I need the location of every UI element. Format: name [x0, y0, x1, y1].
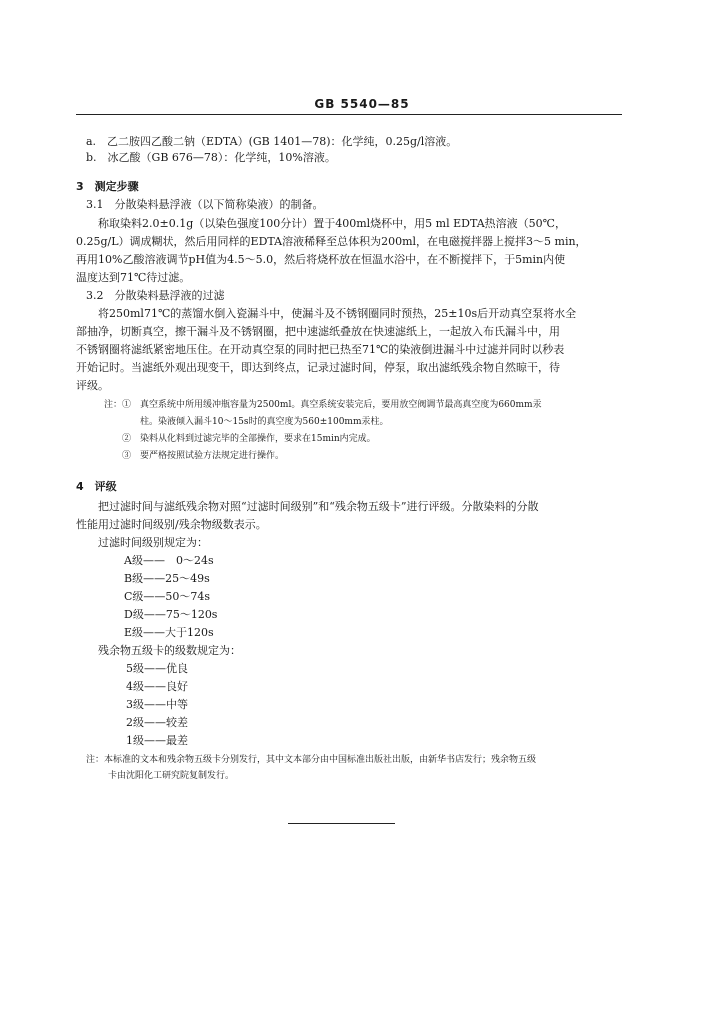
paragraph-line: 0.25g/L）调成糊状，然后用同样的EDTA溶液稀释至总体积为200ml，在电磁搅拌器上搅拌3～5 min，: [76, 235, 587, 248]
subsection-3-2-title: 3.2 分散染料悬浮液的过滤: [86, 289, 225, 302]
time-grade-heading: 过滤时间级别规定为：: [98, 536, 208, 549]
paragraph-line: 将250ml71℃的蒸馏水倒入瓷漏斗中，使漏斗及不锈钢圈同时预热，25±10s后开动真空泵将水全: [98, 307, 577, 320]
paragraph-line: 再用10%乙酸溶液调节pH值为4.5～5.0，然后将烧杯放在恒温水浴中，在不断搅拌下，于5min内使: [76, 253, 566, 266]
residue-grade-item: 3级——中等: [126, 698, 188, 711]
paragraph-line: 评级。: [76, 379, 109, 392]
reagent-b: b. 冰乙酸（GB 676—78）：化学纯，10%溶液。: [86, 151, 336, 164]
note-1-continued: 柱。染液倾入漏斗10～15s时的真空度为560±100mm汞柱。: [140, 417, 389, 427]
note-2: ② 染料从化料到过滤完毕的全部操作，要求在15min内完成。: [122, 434, 376, 444]
time-grade-item: D级——75～120s: [124, 608, 218, 621]
paragraph-line: 性能用过滤时间级别/残余物级数表示。: [76, 518, 267, 531]
residue-grade-item: 1级——最差: [126, 734, 188, 747]
footnote-continued: 卡由沈阳化工研究院复制发行。: [108, 771, 235, 781]
residue-grade-item: 4级——良好: [126, 680, 188, 693]
header-rule: [76, 114, 622, 115]
note-1: 注：① 真空系统中所用缓冲瓶容量为2500ml。真空系统安装完后，要用放空阀调节最高真空度为660mm汞: [104, 400, 542, 410]
residue-grade-item: 2级——较差: [126, 716, 188, 729]
subsection-3-1-title: 3.1 分散染料悬浮液（以下简称染液）的制备。: [86, 198, 324, 211]
end-rule: [288, 823, 395, 824]
time-grade-item: E级——大于120s: [124, 626, 214, 639]
paragraph-line: 把过滤时间与滤纸残余物对照“过滤时间级别”和“残余物五级卡”进行评级。分散染料的分散: [98, 500, 539, 513]
paragraph-line: 称取染料2.0±0.1g（以染色强度100分计）置于400ml烧杯中，用5 ml EDTA热溶液（50℃，: [98, 217, 566, 230]
paragraph-line: 开始记时。当滤纸外观出现变干，即达到终点，记录过滤时间，停泵，取出滤纸残余物自然晾干，待: [76, 361, 560, 374]
note-3: ③ 要严格按照试验方法规定进行操作。: [122, 451, 285, 461]
time-grade-item: C级——50～74s: [124, 590, 211, 603]
paragraph-line: 部抽净，切断真空，擦干漏斗及不锈钢圈，把中速滤纸叠放在快速滤纸上，一起放入布氏漏斗中，用: [76, 325, 560, 338]
paragraph-line: 不锈钢圈将滤纸紧密地压住。在开动真空泵的同时把已热至71℃的染液倒进漏斗中过滤并同时以秒表: [76, 343, 565, 356]
standard-number: GB 5540—85: [314, 97, 410, 111]
time-grade-item: A级—— 0～24s: [124, 554, 214, 567]
residue-grade-item: 5级——优良: [126, 662, 188, 675]
section-4-title: 4 评级: [76, 480, 117, 493]
footnote: 注：本标准的文本和残余物五级卡分别发行，其中文本部分由中国标准出版社出版，由新华书店发行；残余物五级: [86, 755, 537, 765]
residue-grade-heading: 残余物五级卡的级数规定为：: [98, 644, 241, 657]
paragraph-line: 温度达到71℃待过滤。: [76, 271, 191, 284]
section-3-title: 3 测定步骤: [76, 180, 139, 193]
reagent-a: a. 乙二胺四乙酸二钠（EDTA）(GB 1401—78)：化学纯，0.25g/l溶液。: [86, 135, 458, 148]
time-grade-item: B级——25～49s: [124, 572, 210, 585]
